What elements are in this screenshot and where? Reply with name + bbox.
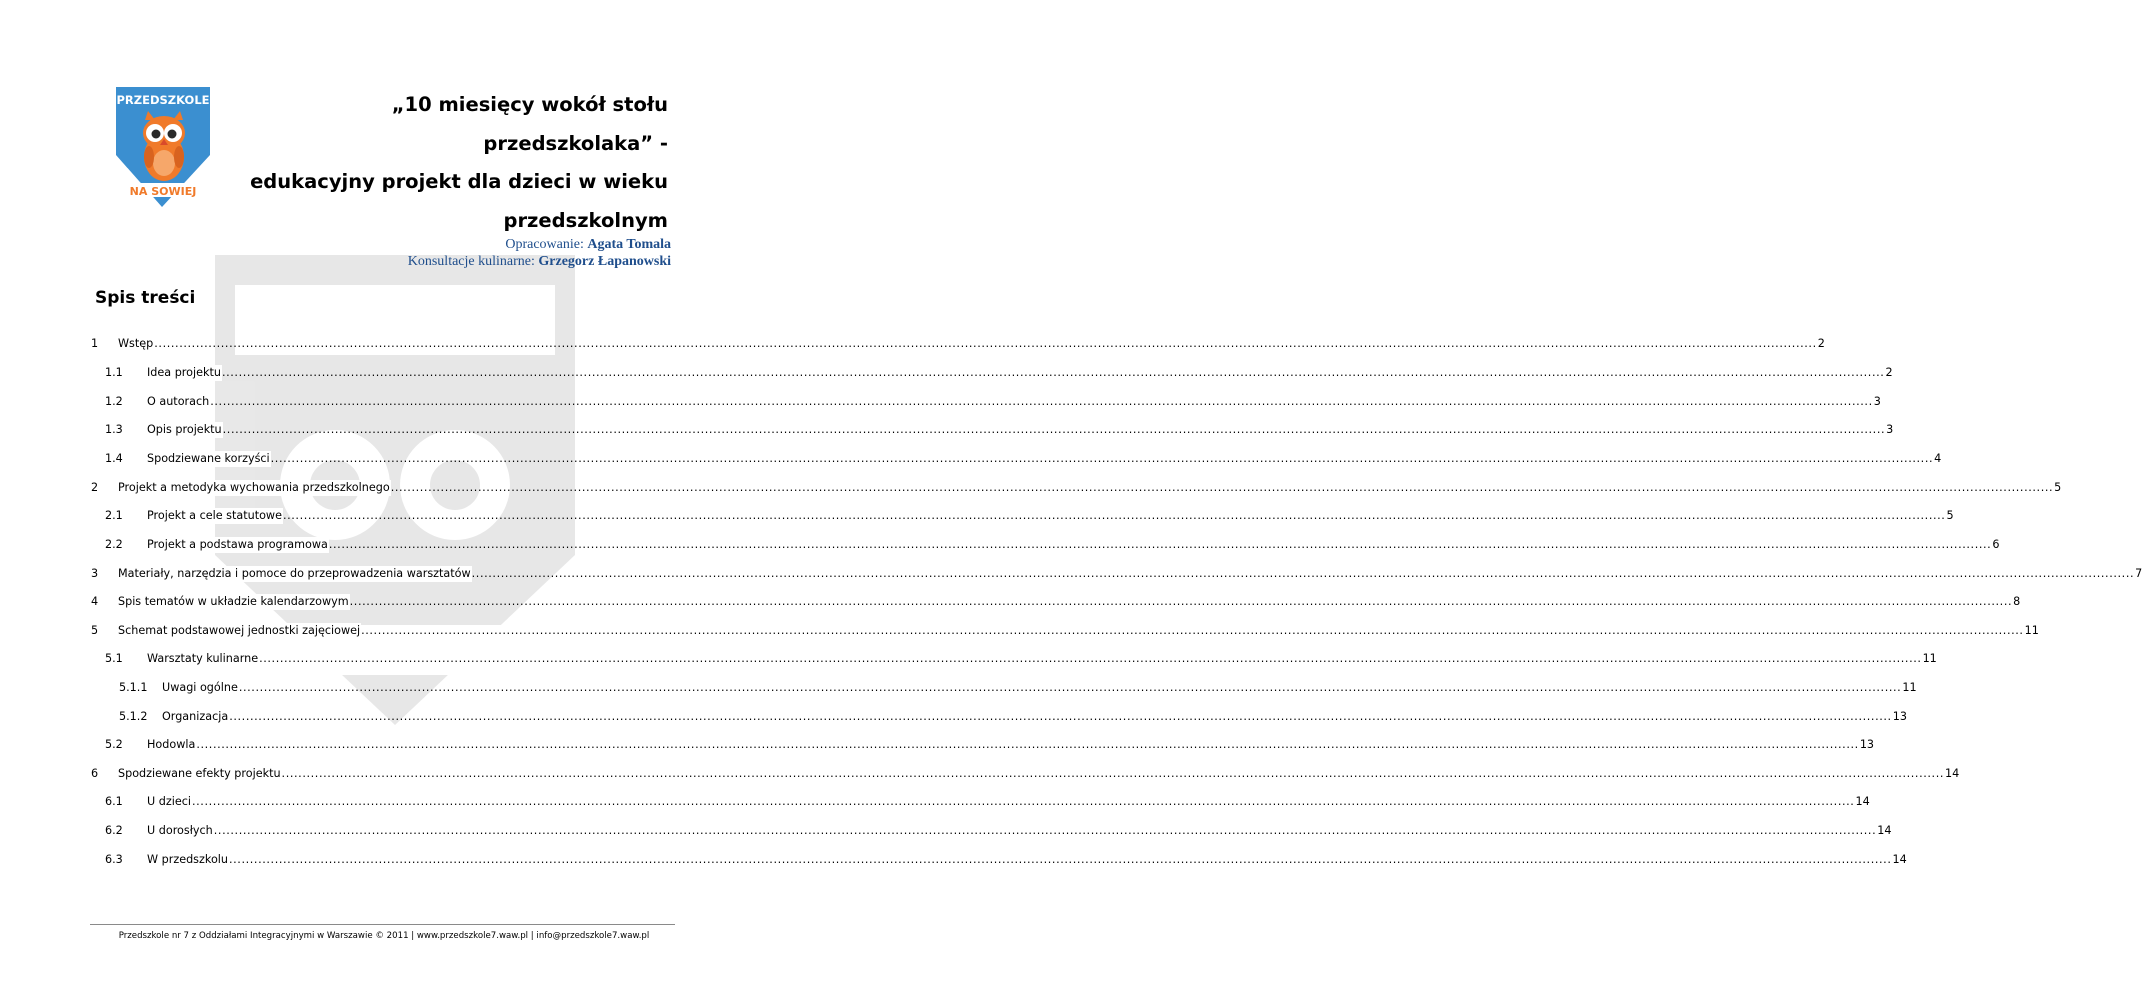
toc-entry-page: 7 xyxy=(2135,567,2142,580)
toc-dot-leader: ................................................................................................................................................................................................................................................................................................................................................................................................................ xyxy=(270,452,1934,465)
toc-entry-number: 5.1 xyxy=(105,652,123,665)
toc-entry-title: Idea projektu xyxy=(147,366,221,379)
toc-entry[interactable] xyxy=(105,451,1942,467)
toc-entry[interactable] xyxy=(105,823,1892,839)
toc-entry[interactable] xyxy=(105,365,1893,381)
toc-entry-title: Hodowla xyxy=(147,738,196,751)
toc-entry-number: 3 xyxy=(91,567,99,580)
document-title xyxy=(208,86,668,240)
toc-entry-page: 14 xyxy=(1945,767,1960,780)
toc-entry-number: 2 xyxy=(91,481,99,494)
toc-entry-page: 5 xyxy=(1946,509,1954,522)
toc-entry[interactable] xyxy=(91,594,2021,610)
toc-entry-title: U dzieci xyxy=(147,795,191,808)
toc-entry-page: 3 xyxy=(1886,423,1894,436)
toc-entry-title: Projekt a podstawa programowa xyxy=(147,538,328,551)
toc-entry-page: 13 xyxy=(1892,710,1907,723)
toc-dot-leader: ................................................................................................................................................................................................................................................................................................................................................................................................................ xyxy=(191,795,1855,808)
toc-entry-number: 5.1.2 xyxy=(119,710,148,723)
title-line-4: przedszkolnym xyxy=(503,208,668,232)
author-name: Agata Tomala xyxy=(587,237,671,252)
toc-entry-page: 14 xyxy=(1855,795,1870,808)
toc-entry-title: Warsztaty kulinarne xyxy=(147,652,259,665)
toc-entry-title: W przedszkolu xyxy=(147,853,228,866)
toc-dot-leader: ................................................................................................................................................................................................................................................................................................................................................................................................................ xyxy=(154,337,1817,350)
toc-entry[interactable] xyxy=(119,680,1917,696)
toc-entry-number: 6.3 xyxy=(105,853,123,866)
toc-entry-page: 2 xyxy=(1817,337,1825,350)
consult-label: Konsultacje kulinarne: xyxy=(407,254,535,269)
footer-text: Przedszkole nr 7 z Oddziałami Integracyjnymi w Warszawie © 2011 | www.przedszkole7.waw.pl | info@przedszkole7.waw.pl xyxy=(118,931,650,941)
author-label: Opracowanie: xyxy=(505,237,584,252)
toc-entry-page: 8 xyxy=(2013,595,2021,608)
toc-entry[interactable] xyxy=(91,623,2039,639)
toc-entry-number: 4 xyxy=(91,595,99,608)
toc-entry-number: 1.1 xyxy=(105,366,123,379)
toc-dot-leader: ................................................................................................................................................................................................................................................................................................................................................................................................................ xyxy=(471,567,2135,580)
toc-dot-leader: ................................................................................................................................................................................................................................................................................................................................................................................................................ xyxy=(221,366,1885,379)
consult-name: Grzegorz Łapanowski xyxy=(538,254,671,269)
toc-dot-leader: ................................................................................................................................................................................................................................................................................................................................................................................................................ xyxy=(390,481,2054,494)
logo-top-text: PRZEDSZKOLE xyxy=(116,93,210,107)
toc-heading: Spis treści xyxy=(95,288,196,308)
toc-entry-number: 5 xyxy=(91,624,99,637)
toc-entry[interactable] xyxy=(105,737,1875,753)
title-line-3: edukacyjny projekt dla dzieci w wieku xyxy=(250,170,668,193)
owl-logo-icon xyxy=(112,87,212,207)
toc-entry-number: 6.2 xyxy=(105,824,123,837)
title-line-2: przedszkolaka” - xyxy=(483,131,668,155)
toc-entry-title: O autorach xyxy=(147,395,210,408)
toc-entry-page: 4 xyxy=(1934,452,1942,465)
toc-dot-leader: ................................................................................................................................................................................................................................................................................................................................................................................................................ xyxy=(259,652,1922,665)
toc-entry[interactable] xyxy=(105,852,1907,868)
toc-dot-leader: ................................................................................................................................................................................................................................................................................................................................................................................................................ xyxy=(328,538,1992,551)
toc-dot-leader: ................................................................................................................................................................................................................................................................................................................................................................................................................ xyxy=(238,681,1902,694)
toc-entry[interactable] xyxy=(105,422,1894,438)
toc-entry-number: 6 xyxy=(91,767,99,780)
author-credit xyxy=(408,236,671,253)
toc-entry-page: 14 xyxy=(1877,824,1892,837)
toc-dot-leader: ................................................................................................................................................................................................................................................................................................................................................................................................................ xyxy=(281,767,1945,780)
toc-entry-title: Spodziewane korzyści xyxy=(147,452,270,465)
toc-entry-page: 6 xyxy=(1992,538,2000,551)
toc-entry[interactable] xyxy=(105,508,1954,524)
toc-entry-number: 1.3 xyxy=(105,423,123,436)
toc-entry[interactable] xyxy=(105,651,1937,667)
toc-entry[interactable] xyxy=(105,794,1870,810)
toc-entry-page: 2 xyxy=(1885,366,1893,379)
toc-dot-leader: ................................................................................................................................................................................................................................................................................................................................................................................................................ xyxy=(361,624,2024,637)
toc-entry-number: 6.1 xyxy=(105,795,123,808)
toc-entry-page: 11 xyxy=(1922,652,1937,665)
toc-entry-title: Uwagi ogólne xyxy=(162,681,238,694)
toc-entry-number: 1 xyxy=(91,337,99,350)
toc-entry-number: 2.2 xyxy=(105,538,123,551)
toc-entry-title: Projekt a cele statutowe xyxy=(147,509,282,522)
title-line-1: „10 miesięcy wokół stołu xyxy=(391,93,668,116)
toc-entry-title: Materiały, narzędzia i pomoce do przeprowadzenia warsztatów xyxy=(118,567,471,580)
toc-dot-leader: ................................................................................................................................................................................................................................................................................................................................................................................................................ xyxy=(210,395,1873,408)
toc-entry-title: Schemat podstawowej jednostki zajęciowej xyxy=(118,624,361,637)
toc-dot-leader: ................................................................................................................................................................................................................................................................................................................................................................................................................ xyxy=(349,595,2013,608)
toc-dot-leader: ................................................................................................................................................................................................................................................................................................................................................................................................................ xyxy=(196,738,1859,751)
toc-entry-page: 14 xyxy=(1892,853,1907,866)
credits xyxy=(408,236,671,270)
toc-entry-title: U dorosłych xyxy=(147,824,213,837)
toc-dot-leader: ................................................................................................................................................................................................................................................................................................................................................................................................................ xyxy=(229,710,1892,723)
toc-dot-leader: ................................................................................................................................................................................................................................................................................................................................................................................................................ xyxy=(282,509,1946,522)
toc-entry-title: Organizacja xyxy=(162,710,229,723)
toc-entry[interactable] xyxy=(105,394,1881,410)
toc-entry-title: Projekt a metodyka wychowania przedszkolnego xyxy=(118,481,390,494)
toc-entry-number: 5.2 xyxy=(105,738,123,751)
toc-entry[interactable] xyxy=(91,566,2142,582)
toc-entry[interactable] xyxy=(105,537,2000,553)
footer-divider xyxy=(90,924,675,925)
toc-entry-title: Spodziewane efekty projektu xyxy=(118,767,281,780)
toc-entry-number: 1.2 xyxy=(105,395,123,408)
toc-dot-leader: ................................................................................................................................................................................................................................................................................................................................................................................................................ xyxy=(222,423,1886,436)
toc-entry-page: 11 xyxy=(1902,681,1917,694)
toc-entry-title: Opis projektu xyxy=(147,423,222,436)
toc-entry[interactable] xyxy=(91,766,1960,782)
toc-entry-number: 1.4 xyxy=(105,452,123,465)
toc-entry-page: 3 xyxy=(1873,395,1881,408)
toc-entry-number: 5.1.1 xyxy=(119,681,148,694)
logo-bottom-text: NA SOWIEJ xyxy=(129,185,197,198)
toc-entry[interactable] xyxy=(91,480,2062,496)
toc-entry-title: Wstęp xyxy=(118,337,154,350)
toc-entry-page: 5 xyxy=(2054,481,2062,494)
toc-entry[interactable] xyxy=(91,336,1825,352)
toc-entry-title: Spis tematów w układzie kalendarzowym xyxy=(118,595,349,608)
toc-entry[interactable] xyxy=(119,709,1907,725)
toc-entry-page: 13 xyxy=(1859,738,1875,751)
toc-dot-leader: ................................................................................................................................................................................................................................................................................................................................................................................................................ xyxy=(213,824,1877,837)
consult-credit xyxy=(408,253,671,270)
toc-entry-page: 11 xyxy=(2024,624,2039,637)
toc-entry-number: 2.1 xyxy=(105,509,123,522)
toc-dot-leader: ................................................................................................................................................................................................................................................................................................................................................................................................................ xyxy=(229,853,1892,866)
